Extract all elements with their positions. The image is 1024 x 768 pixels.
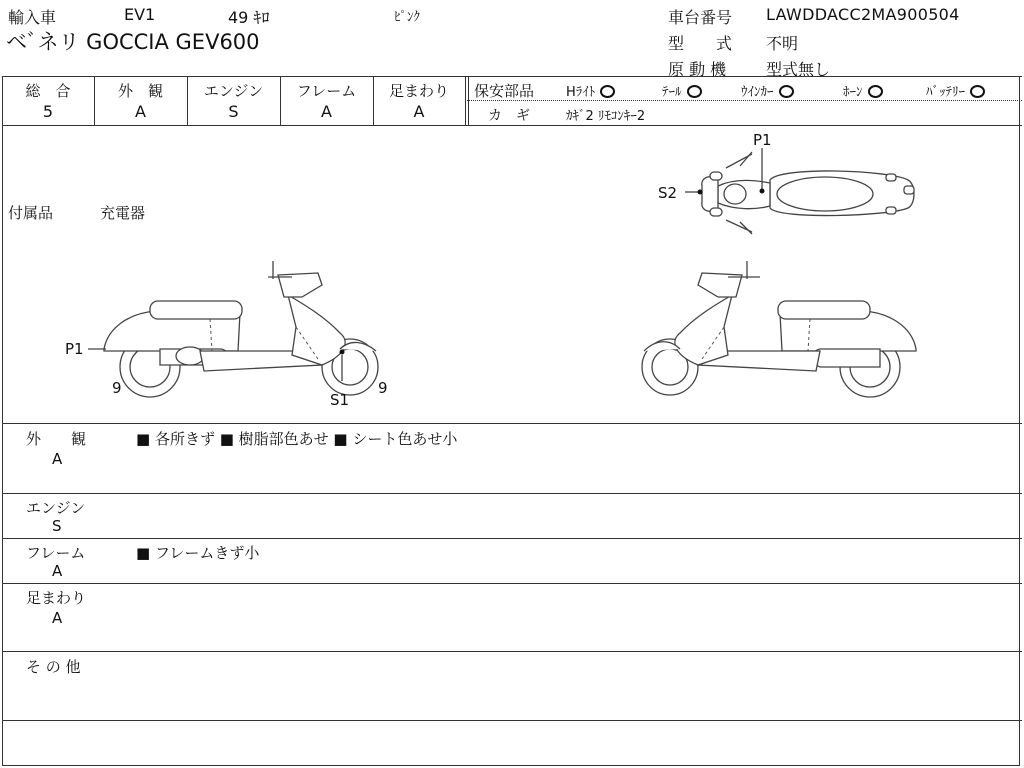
- type-label: 型 式: [668, 34, 733, 53]
- section-engine-label: エンジン: [26, 499, 86, 517]
- score-value-engine: S: [228, 102, 239, 121]
- top-view-tail: [904, 186, 914, 194]
- key-label: カ ギ: [488, 108, 530, 124]
- score-header-suspension: 足まわり: [388, 82, 449, 100]
- accessories-value: 充電器: [100, 204, 146, 222]
- divider: [468, 76, 469, 125]
- section-engine-grade: S: [52, 517, 62, 535]
- engine-unit: [813, 349, 881, 367]
- mark-nine-front: 9: [378, 379, 388, 397]
- mark-s2: S2: [658, 184, 678, 202]
- front-cowl: [675, 295, 732, 365]
- type-value: 不明: [766, 34, 799, 53]
- score-header-overall: 総 合: [25, 82, 71, 100]
- mark-nine-rear: 9: [112, 379, 122, 397]
- mark-p1-side: P1: [65, 340, 84, 358]
- score-value-suspension: A: [413, 102, 425, 121]
- seat: [778, 301, 870, 319]
- engine-type-label: 原 動 機: [668, 60, 727, 79]
- divider: [2, 720, 1022, 721]
- top-view-front: [702, 177, 718, 212]
- safety-item-winker: ｳｲﾝｶｰ: [741, 81, 794, 100]
- ok-circle-icon: [970, 85, 985, 98]
- top-view-headset: [724, 184, 746, 204]
- front-cowl: [288, 295, 345, 365]
- section-other-label: そ の 他: [26, 658, 81, 676]
- color: ﾋﾟﾝｸ: [394, 10, 420, 25]
- ok-circle-icon: [687, 85, 702, 98]
- scooter-left-view-diagram: [60, 255, 400, 415]
- chassis-value: LAWDDACC2MA900504: [766, 5, 960, 24]
- scooter-right-view-diagram: [630, 255, 930, 395]
- engine-type-value: 型式無し: [766, 60, 831, 79]
- divider: [2, 651, 1022, 652]
- top-view-winker: [710, 172, 722, 180]
- displacement: 49 ｷﾛ: [228, 8, 270, 27]
- section-exterior-grade: A: [52, 450, 63, 468]
- score-value-frame: A: [321, 102, 332, 121]
- divider: [2, 583, 1022, 584]
- scooter-top-view-diagram: [640, 128, 940, 243]
- key-value: ｶｷﾞ2 ﾘﾓｺﾝｷｰ2: [566, 109, 646, 124]
- section-frame-note: ■ フレームきず小: [136, 544, 260, 562]
- divider: [467, 100, 1022, 101]
- top-view-rear-winker: [886, 207, 896, 214]
- marker-dot: [760, 189, 765, 194]
- chassis-label: 車台番号: [668, 8, 733, 27]
- divider: [2, 76, 1022, 77]
- score-header-engine: エンジン: [203, 82, 264, 100]
- divider: [465, 76, 466, 125]
- import-label: 輸入車: [8, 8, 57, 27]
- section-suspension-grade: A: [52, 609, 63, 627]
- score-header-exterior: 外 観: [117, 82, 163, 100]
- model-code: EV1: [124, 5, 156, 24]
- section-suspension-label: 足まわり: [26, 589, 87, 607]
- marker-dot: [340, 350, 345, 355]
- ok-circle-icon: [868, 85, 883, 98]
- safety-label: 保安部品: [474, 82, 535, 100]
- safety-item-tail: ﾃｰﾙ: [662, 81, 702, 100]
- ok-circle-icon: [600, 85, 615, 98]
- divider: [2, 423, 1022, 424]
- ok-circle-icon: [779, 85, 794, 98]
- score-value-exterior: A: [135, 102, 146, 121]
- score-header-frame: フレーム: [296, 82, 357, 100]
- hub-motor: [176, 347, 204, 365]
- safety-item-headlight: Hﾗｲﾄ: [566, 81, 615, 100]
- divider: [2, 125, 1022, 126]
- accessories-label: 付属品: [8, 204, 54, 222]
- top-view-seat: [777, 177, 873, 211]
- mark-p1-top: P1: [753, 131, 772, 149]
- section-frame-label: フレーム: [26, 544, 86, 562]
- safety-item-battery: ﾊﾞｯﾃﾘｰ: [926, 81, 985, 100]
- safety-item-horn: ﾎｰﾝ: [843, 81, 883, 100]
- seat: [150, 301, 242, 319]
- section-exterior-label: 外 観: [26, 430, 87, 448]
- divider: [2, 538, 1022, 539]
- section-exterior-note: ■ 各所きず ■ 樹脂部色あせ ■ シート色あせ小: [136, 430, 458, 448]
- mark-s1: S1: [330, 391, 350, 409]
- top-view-rear-winker: [886, 174, 896, 181]
- section-frame-grade: A: [52, 562, 63, 580]
- marker-dot: [698, 190, 703, 195]
- divider: [2, 493, 1022, 494]
- top-view-winker: [710, 208, 722, 216]
- vehicle-name: ベﾞネリ GOCCIA GEV600: [6, 30, 260, 54]
- score-value-overall: 5: [42, 102, 54, 121]
